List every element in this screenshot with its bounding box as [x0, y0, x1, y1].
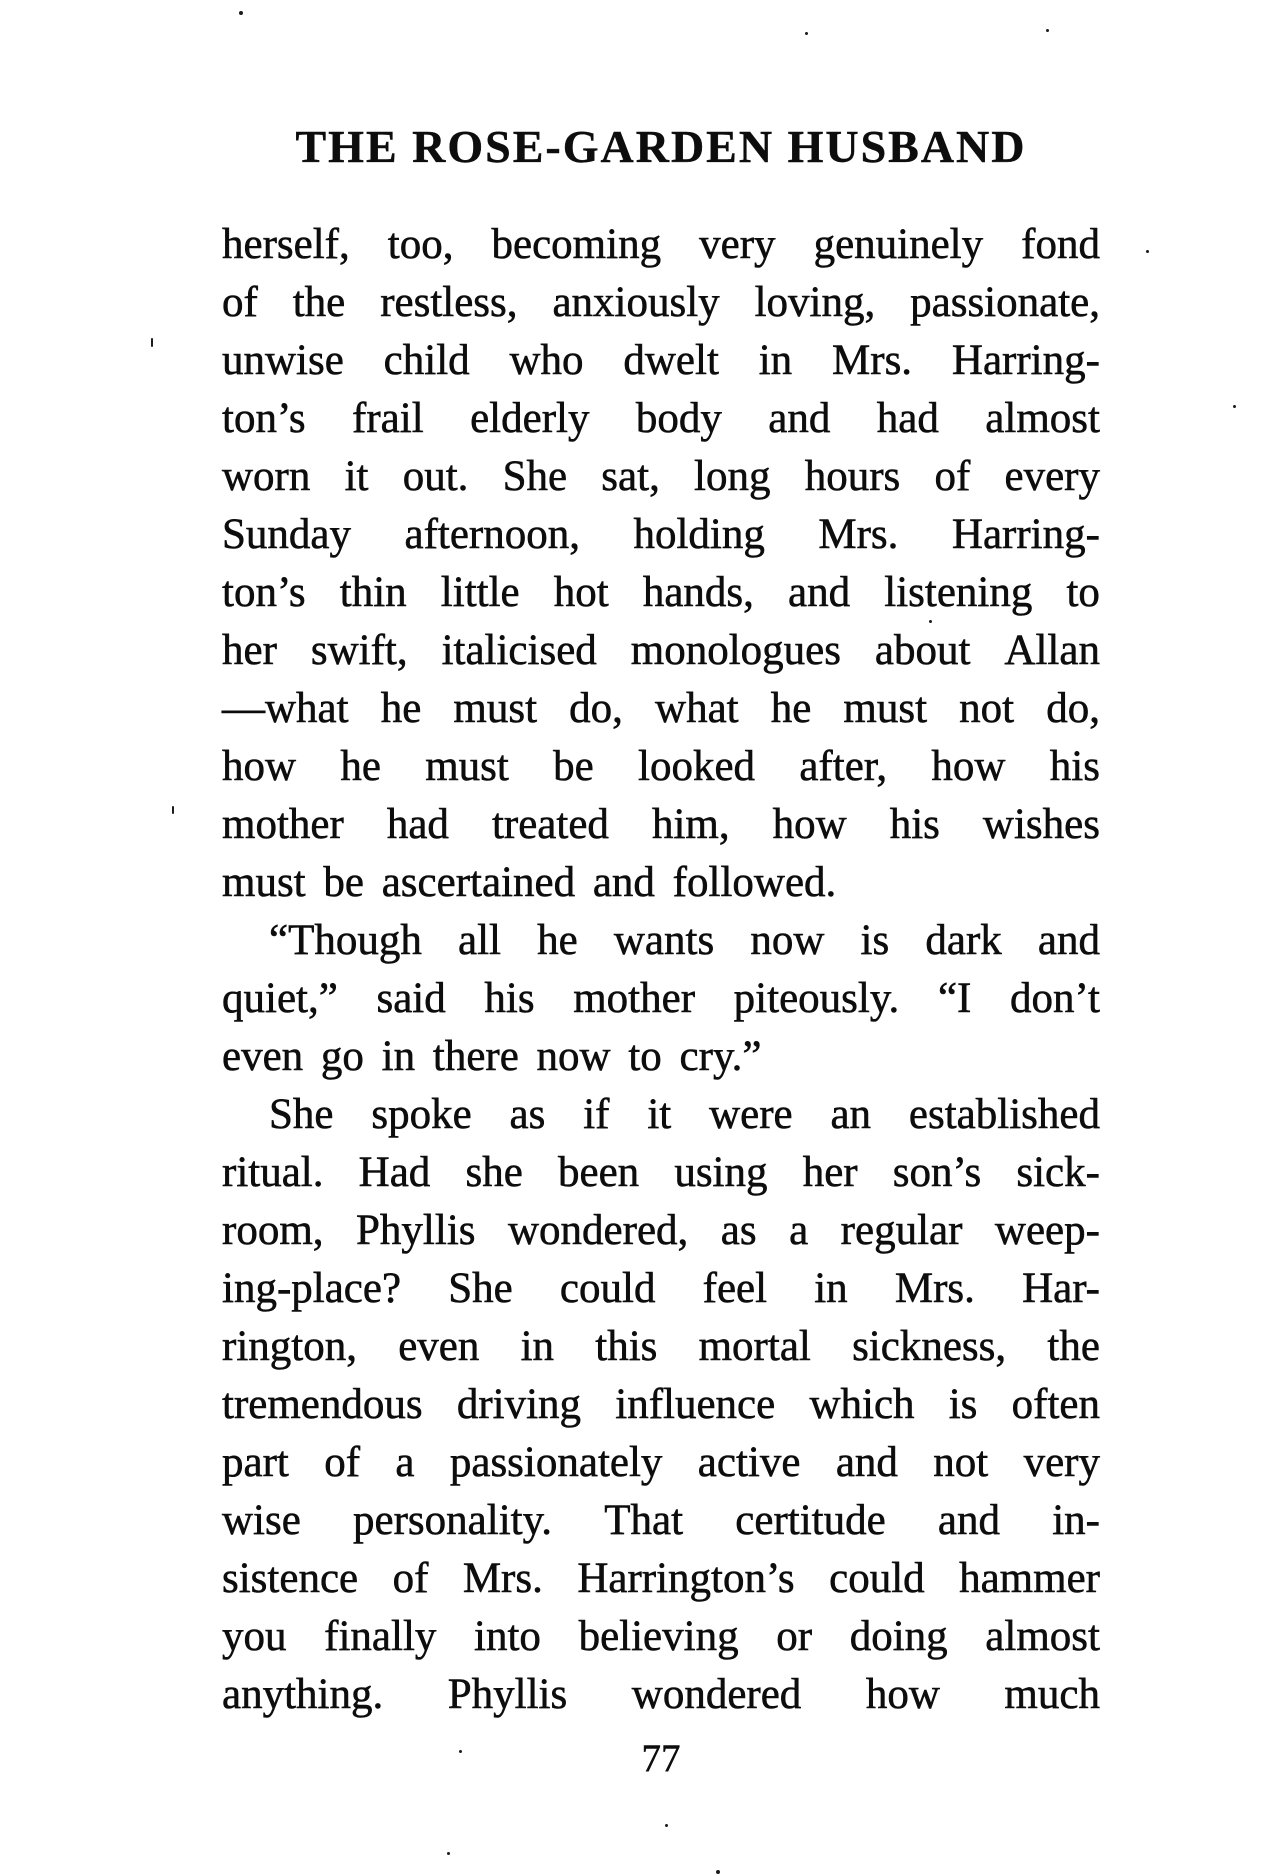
- word: believing: [578, 1613, 739, 1660]
- word: Mrs.: [818, 511, 899, 558]
- text-line: [222, 1608, 1100, 1666]
- word: mortal: [698, 1323, 811, 1370]
- word: he: [380, 685, 422, 732]
- scan-speck-dot: [805, 32, 808, 35]
- word: finally: [324, 1613, 437, 1660]
- word: don’t: [1009, 975, 1100, 1022]
- word: fond: [1021, 221, 1100, 268]
- word: wants: [613, 917, 715, 964]
- text-line: [222, 738, 1100, 796]
- word: ton’s: [222, 395, 306, 442]
- text-line: [222, 448, 1100, 506]
- word: into: [474, 1613, 541, 1660]
- word: of: [392, 1555, 429, 1602]
- word: do,: [569, 685, 623, 732]
- word: a: [395, 1439, 415, 1486]
- word: Had: [358, 1149, 431, 1196]
- text-line: [222, 680, 1100, 738]
- word: all: [458, 917, 501, 964]
- word: Allan: [1004, 627, 1100, 674]
- scan-speck-dot: [447, 1852, 450, 1855]
- word: anxiously: [552, 279, 720, 326]
- scan-speck-dot: [459, 1750, 462, 1753]
- word: too,: [387, 221, 454, 268]
- text-line: [222, 796, 1100, 854]
- word: established: [908, 1091, 1100, 1138]
- word: of: [934, 453, 971, 500]
- word: and: [1037, 917, 1100, 964]
- word: Mrs.: [462, 1555, 543, 1602]
- word: you: [222, 1613, 287, 1660]
- text-line: [222, 506, 1100, 564]
- text-line: [222, 970, 1100, 1028]
- word: unwise: [222, 337, 344, 384]
- word: Sunday: [222, 511, 351, 558]
- word: every: [1004, 453, 1100, 500]
- scan-speck-tick: [151, 338, 153, 347]
- page-number: 77: [641, 1737, 681, 1780]
- word: must: [425, 743, 509, 790]
- text-line: [222, 912, 1100, 970]
- word: child: [383, 337, 470, 384]
- word: sickness,: [852, 1323, 1007, 1370]
- word: which: [809, 1381, 915, 1428]
- word: her: [802, 1149, 858, 1196]
- word: it: [344, 453, 369, 500]
- word: listening: [884, 569, 1033, 616]
- word: wishes: [982, 801, 1100, 848]
- word: how: [222, 743, 297, 790]
- word: almost: [985, 395, 1100, 442]
- word: be: [553, 743, 594, 790]
- text-line: [222, 1260, 1100, 1318]
- text-line: even go in there now to cry.”: [222, 1033, 762, 1080]
- text-line: [222, 332, 1100, 390]
- word: he: [340, 743, 381, 790]
- scan-speck-dot: [716, 1870, 720, 1874]
- scan-speck-dot: [929, 620, 932, 623]
- word: a: [789, 1207, 809, 1254]
- word: said: [376, 975, 446, 1022]
- word: much: [1004, 1671, 1100, 1718]
- word: afternoon,: [404, 511, 580, 558]
- word: quiet,”: [222, 975, 338, 1022]
- word: sick-: [1016, 1149, 1100, 1196]
- word: must: [843, 685, 928, 732]
- word: frail: [352, 395, 424, 442]
- word: mother: [222, 801, 344, 848]
- word: not: [933, 1439, 989, 1486]
- word: her: [222, 627, 277, 674]
- word: in: [758, 337, 793, 384]
- scan-speck-tick: [172, 806, 174, 814]
- scan-speck-dot: [1233, 405, 1236, 408]
- word: italicised: [441, 627, 597, 674]
- word: mother: [573, 975, 696, 1022]
- word: holding: [633, 511, 765, 558]
- word: and: [768, 395, 831, 442]
- word: had: [876, 395, 939, 442]
- word: elderly: [470, 395, 590, 442]
- word: tremendous: [222, 1381, 423, 1428]
- text-line: [222, 390, 1100, 448]
- word: or: [776, 1613, 813, 1660]
- word: this: [595, 1323, 658, 1370]
- word: what: [655, 685, 739, 732]
- word: Harrington’s: [577, 1555, 795, 1602]
- text-line: [222, 1376, 1100, 1434]
- word: body: [635, 395, 722, 442]
- word: weep-: [994, 1207, 1100, 1254]
- word: very: [1023, 1439, 1100, 1486]
- word: Phyllis: [447, 1671, 568, 1718]
- word: is: [860, 917, 890, 964]
- word: about: [874, 627, 971, 674]
- word: She: [502, 453, 568, 500]
- word: ton’s: [222, 569, 306, 616]
- word: very: [699, 221, 776, 268]
- text-line: [222, 1202, 1100, 1260]
- text-line: [222, 1144, 1100, 1202]
- text-line: [222, 216, 1100, 274]
- text-line: [222, 1666, 1100, 1724]
- word: influence: [615, 1381, 776, 1428]
- word: his: [484, 975, 535, 1022]
- text-line: [222, 1550, 1100, 1608]
- word: hot: [553, 569, 609, 616]
- word: how: [865, 1671, 940, 1718]
- word: and: [835, 1439, 898, 1486]
- word: regular: [840, 1207, 963, 1254]
- word: do,: [1046, 685, 1100, 732]
- word: it: [647, 1091, 672, 1138]
- word: doing: [849, 1613, 948, 1660]
- word: room,: [222, 1207, 324, 1254]
- word: and: [788, 569, 851, 616]
- text-line: [222, 622, 1100, 680]
- word: passionately: [449, 1439, 663, 1486]
- word: must: [453, 685, 538, 732]
- text-line: [222, 1434, 1100, 1492]
- word: spoke: [371, 1091, 472, 1138]
- word: in: [520, 1323, 555, 1370]
- text-line: [222, 1086, 1100, 1144]
- word: hours: [804, 453, 901, 500]
- word: son’s: [892, 1149, 982, 1196]
- scan-speck-dot: [239, 11, 243, 15]
- word: is: [948, 1381, 978, 1428]
- word: becoming: [491, 221, 662, 268]
- word: genuinely: [813, 221, 984, 268]
- word: using: [674, 1149, 768, 1196]
- word: in-: [1052, 1497, 1100, 1544]
- text-line: [222, 564, 1100, 622]
- word: ing-place?: [222, 1265, 402, 1312]
- word: certitude: [735, 1497, 886, 1544]
- word: Phyllis: [356, 1207, 476, 1254]
- word: —what: [222, 685, 349, 732]
- word: “I: [937, 975, 972, 1022]
- word: he: [537, 917, 578, 964]
- text-line: [222, 1492, 1100, 1550]
- word: and: [937, 1497, 1000, 1544]
- word: “Though: [269, 917, 422, 964]
- scan-speck-dot: [1146, 250, 1149, 253]
- word: dwelt: [623, 337, 719, 384]
- word: if: [583, 1091, 610, 1138]
- word: feel: [702, 1265, 768, 1312]
- word: anything.: [222, 1671, 384, 1718]
- word: piteously.: [733, 975, 900, 1022]
- word: monologues: [630, 627, 841, 674]
- word: often: [1011, 1381, 1100, 1428]
- word: as: [509, 1091, 546, 1138]
- word: how: [931, 743, 1006, 790]
- word: Harring-: [951, 337, 1100, 384]
- word: could: [559, 1265, 656, 1312]
- word: been: [557, 1149, 640, 1196]
- word: rington,: [222, 1323, 357, 1370]
- word: treated: [491, 801, 609, 848]
- word: Har-: [1022, 1265, 1100, 1312]
- word: wondered,: [508, 1207, 689, 1254]
- word: of: [324, 1439, 361, 1486]
- word: ritual.: [222, 1149, 324, 1196]
- word: personality.: [353, 1497, 553, 1544]
- word: passionate,: [910, 279, 1100, 326]
- word: hands,: [642, 569, 754, 616]
- word: not: [959, 685, 1015, 732]
- word: out.: [402, 453, 469, 500]
- word: little: [440, 569, 520, 616]
- scan-speck-dot: [1046, 29, 1049, 32]
- word: who: [509, 337, 584, 384]
- word: now: [750, 917, 825, 964]
- text-line: [222, 1318, 1100, 1376]
- running-header-title: THE ROSE-GARDEN HUSBAND: [295, 121, 1027, 172]
- word: looked: [638, 743, 756, 790]
- word: had: [386, 801, 449, 848]
- word: sat,: [601, 453, 660, 500]
- word: an: [830, 1091, 872, 1138]
- word: as: [720, 1207, 757, 1254]
- word: he: [770, 685, 812, 732]
- word: in: [814, 1265, 848, 1312]
- word: Harring-: [951, 511, 1100, 558]
- word: how: [772, 801, 847, 848]
- word: herself,: [222, 221, 350, 268]
- word: wise: [222, 1497, 301, 1544]
- word: after,: [799, 743, 888, 790]
- word: swift,: [310, 627, 408, 674]
- word: him,: [651, 801, 730, 848]
- word: could: [829, 1555, 925, 1602]
- word: hammer: [959, 1555, 1100, 1602]
- word: long: [694, 453, 771, 500]
- scan-speck-dot: [665, 1824, 668, 1827]
- word: sistence: [222, 1555, 359, 1602]
- word: his: [889, 801, 940, 848]
- word: worn: [222, 453, 311, 500]
- word: Mrs.: [894, 1265, 975, 1312]
- word: wondered: [631, 1671, 802, 1718]
- body-text: [222, 216, 1100, 1724]
- word: That: [604, 1497, 684, 1544]
- word: his: [1049, 743, 1100, 790]
- word: loving,: [754, 279, 876, 326]
- word: to: [1066, 569, 1100, 616]
- text-line: [222, 274, 1100, 332]
- word: were: [709, 1091, 793, 1138]
- word: restless,: [380, 279, 518, 326]
- word: of: [222, 279, 258, 326]
- word: almost: [985, 1613, 1100, 1660]
- word: active: [697, 1439, 801, 1486]
- word: She: [448, 1265, 513, 1312]
- word: Mrs.: [832, 337, 913, 384]
- word: the: [292, 279, 346, 326]
- word: the: [1047, 1323, 1100, 1370]
- word: even: [398, 1323, 480, 1370]
- word: dark: [925, 917, 1002, 964]
- text-line: must be ascertained and followed.: [222, 859, 837, 906]
- word: part: [222, 1439, 289, 1486]
- word: she: [465, 1149, 523, 1196]
- word: She: [269, 1091, 334, 1138]
- word: driving: [456, 1381, 582, 1428]
- word: thin: [339, 569, 407, 616]
